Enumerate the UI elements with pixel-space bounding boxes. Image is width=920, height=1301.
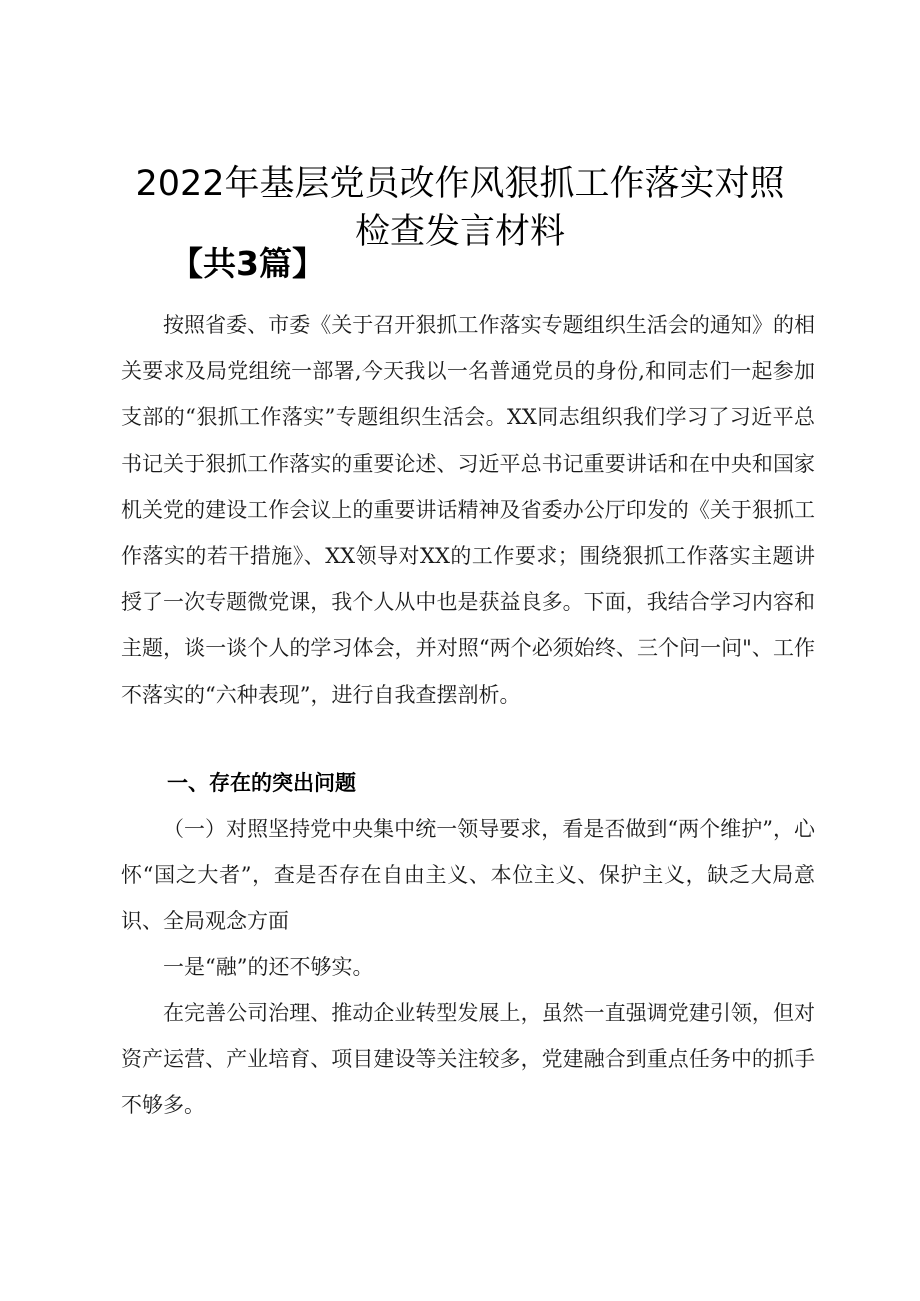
document-title-line-1: 2022年基层党员改作风狠抓工作落实对照 (135, 164, 785, 204)
subsection-paragraph: （一）对照坚持党中央集中统一领导要求，看是否做到“两个维护”，心怀“国之大者”，查是否存在自由主义、本位主义、保护主义，缺乏大局意识、全局观念方面 (121, 817, 815, 934)
point-body-paragraph: 在完善公司治理、推动企业转型发展上，虽然一直强调党建引领，但对资产运营、产业培育、项目建设等关注较多，党建融合到重点任务中的抓手不够多。 (121, 1001, 815, 1118)
section-heading: 一、存在的突出问题 (167, 771, 356, 795)
intro-paragraph: 按照省委、市委《关于召开狠抓工作落实专题组织生活会的通知》的相关要求及局党组统一部署,今天我以一名普通党员的身份,和同志们一起参加支部的“狠抓工作落实”专题组织生活会。XX同志组织我们学习了习近平总书记关于狠抓工作落实的重要论述、习近平总书记重要讲话和在中央和国家机关党的建设工作会议上的重要讲话精神及省委办公厅印发的《关于狠抓工作落实的若干措施》、XX领导对XX的工作要求；围绕狠抓工作落实主题讲授了一次专题微党课，我个人从中也是获益良多。下面，我结合学习内容和主题，谈一谈个人的学习体会，并对照“两个必须始终、三个问一问"、工作不落实的“六种表现”，进行自我查摆剖析。 (121, 313, 815, 707)
point-heading: 一是“融”的还不够实。 (163, 955, 374, 979)
document-title-line-2: 检查发言材料 (354, 212, 565, 252)
document-subtitle: 【共3篇】 (170, 244, 325, 283)
